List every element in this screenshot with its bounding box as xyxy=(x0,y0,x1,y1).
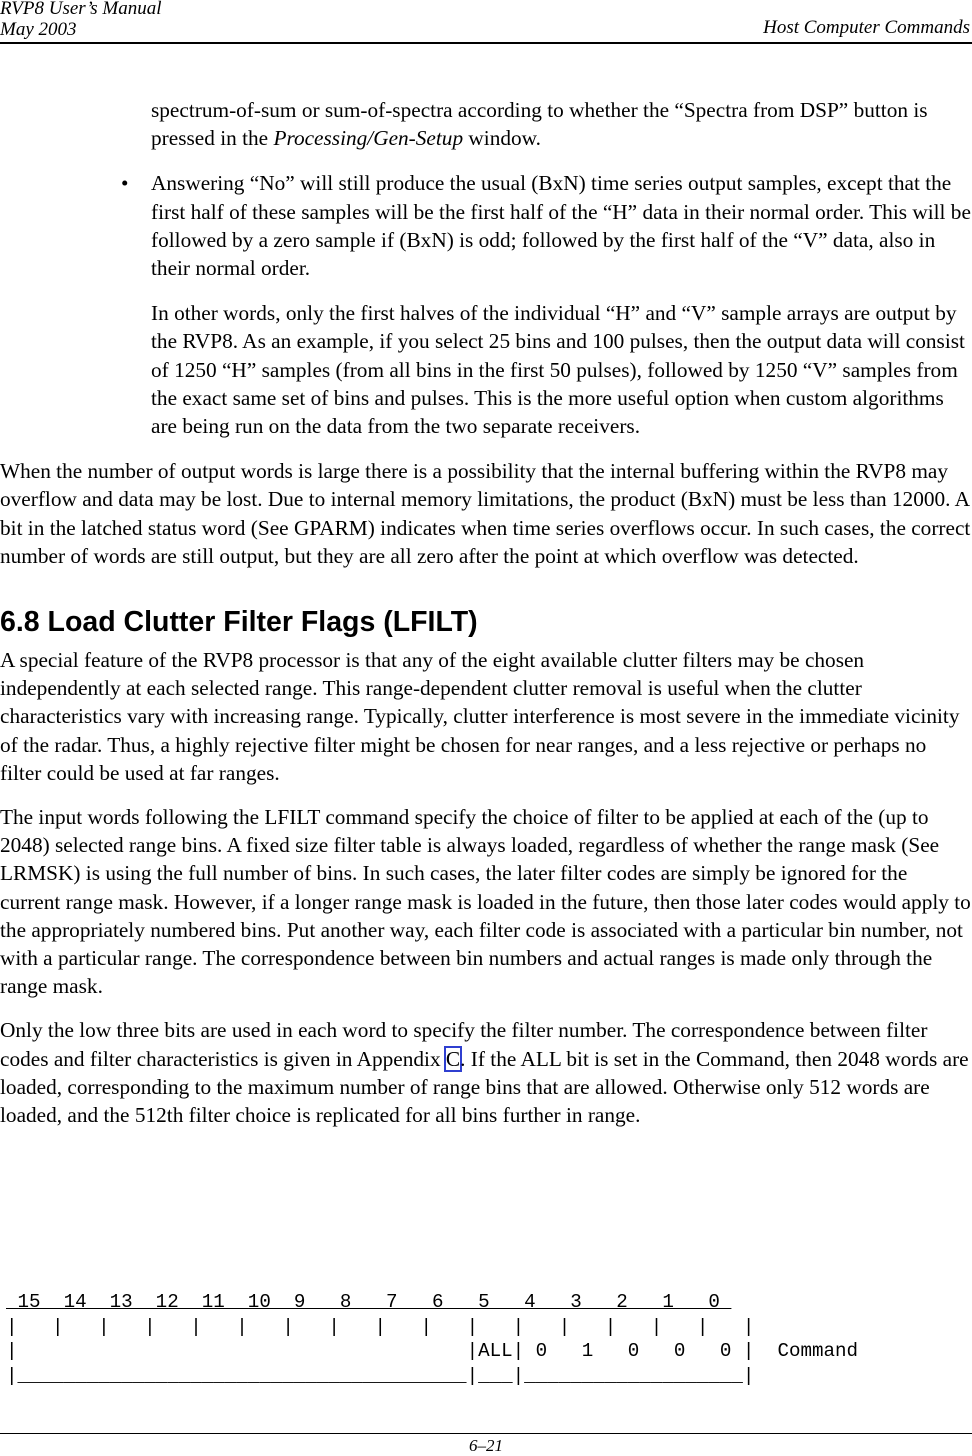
header-rule xyxy=(0,42,972,44)
section-paragraph-1: A special feature of the RVP8 processor is that any of the eight available clutter filters may be chosen independently at each selected range. This range-dependent clutter removal is useful when the clutter characteristics vary with increasing range. Typically, clutter interference is most severe in the immediate vicinity of the radar. Thus, a highly rejective filter might be chosen for near ranges, and a less rejective or perhaps no filter could be used at far ranges. xyxy=(0,648,960,785)
manual-title: RVP8 User’s Manual xyxy=(0,0,162,19)
bullet-followup-paragraph: In other words, only the first halves of the individual “H” and “V” sample arrays are output by the RVP8. As an example, if you select 25 bins and 100 pulses, then the output data will consist of 1250 “H” samples (from all bins in the first 50 pulses), followed by 1250 “V” samples from the exact same set of bins and pulses. This is the more useful option when custom algorithms are being run on the data from the two separate receivers. xyxy=(151,301,965,439)
section-paragraph-3: Only the low three bits are used in each word to specify the filter number. The correspondence between filter codes and filter characteristics is given in Appendix C. If the ALL bit is set in the Command, then 2048 words are loaded, corresponding to the maximum number of range bins that are allowed. Otherwise only 512 words are loaded, and the 512th filter choice is replicated for all bins further in range. xyxy=(0,1018,969,1128)
bit-bottom-row: |_______________________________________|___|___________________| xyxy=(6,1364,755,1387)
overflow-paragraph: When the number of output words is large there is a possibility that the internal buffering within the RVP8 may overflow and data may be lost. Due to internal memory limitations, the product (BxN) must be less than 12000. A bit in the latched status word (See GPARM) indicates when time series overflows occur. In such cases, the correct number of words are still output, but they are all zero after the point at which overflow was detected. xyxy=(0,459,971,568)
bullet-item xyxy=(0,169,972,282)
continued-paragraph: spectrum-of-sum or sum-of-spectra according to whether the “Spectra from DSP” button is pressed in the Processing/Gen-Setup window. xyxy=(151,98,928,151)
footer-rule xyxy=(0,1433,972,1434)
command-bit-diagram xyxy=(6,1290,858,1388)
page-header xyxy=(0,0,972,44)
section-paragraph-2: The input words following the LFILT command specify the choice of filter to be applied at each of the (up to 2048) selected range bins. A fixed size filter table is always loaded, regardless of whether the range mask (See LRMSK) is using the full number of bins. In such cases, the later filter codes are simply be ignored for the current range mask. However, if a longer range mask is loaded in the future, then those later codes would apply to the appropriately numbered bins. Put another way, each filter code is associated with a particular bin number, not with a particular range. The correspondence between bin numbers and actual ranges is made only through the range mask. xyxy=(0,805,971,999)
chapter-title: Host Computer Commands xyxy=(763,17,970,38)
bit-separator-row: | | | | | | | | | | | | | | | | | xyxy=(6,1315,755,1338)
processing-setup-window-name: Processing/Gen-Setup xyxy=(273,126,464,151)
bit-field-row: | |ALL| 0 1 0 0 0 | Command xyxy=(6,1340,859,1362)
bullet-text: Answering “No” will still produce the usual (BxN) time series output samples, except that the first half of these samples will be the first half of the “H” data in their normal order. This will be followed by a zero sample if (BxN) is odd; followed by the first half of the “V” data, also in their normal order. xyxy=(151,171,971,281)
bullet-mark: • xyxy=(121,171,129,196)
section-heading: 6.8 Load Clutter Filter Flags (LFILT) xyxy=(0,606,478,639)
bit-number-row: 15 14 13 12 11 10 9 8 7 6 5 4 3 2 1 0 xyxy=(6,1291,732,1313)
page-number: 6–21 xyxy=(469,1436,503,1455)
page-body xyxy=(0,96,972,1129)
appendix-c-link[interactable]: C xyxy=(445,1046,461,1071)
publication-date: May 2003 xyxy=(0,19,77,40)
